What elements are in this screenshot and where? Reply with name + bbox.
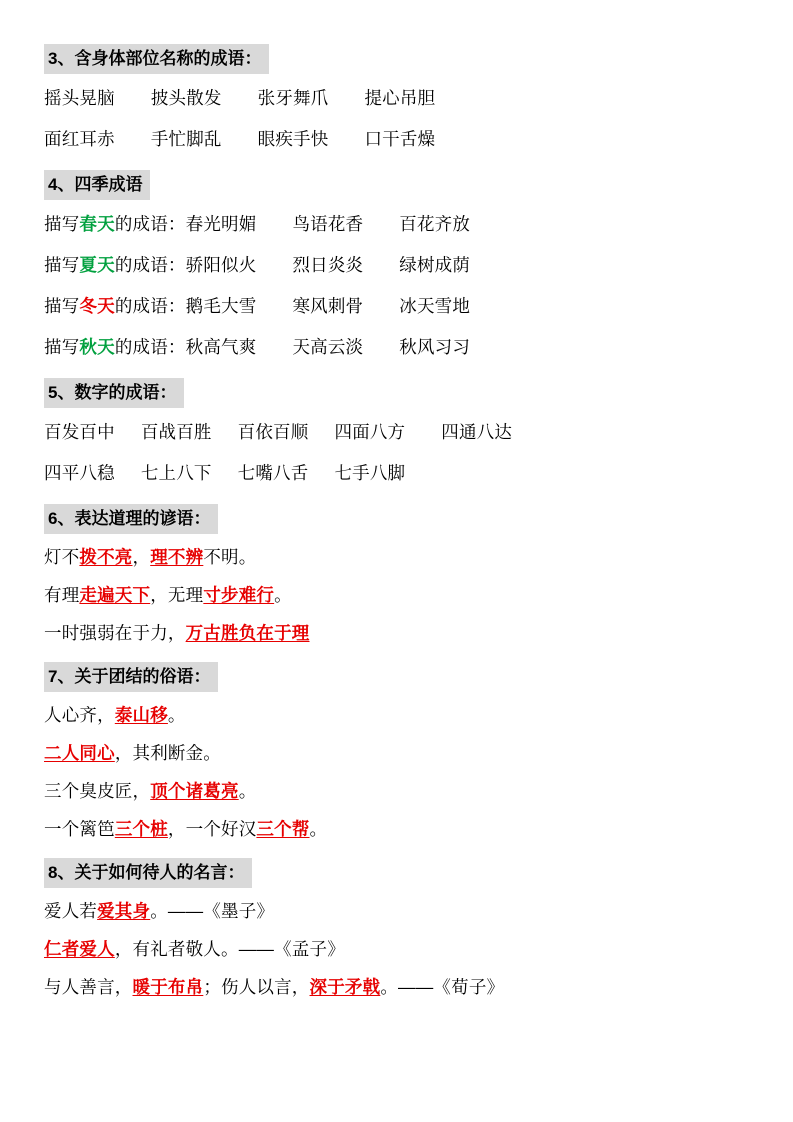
season-name: 冬天 bbox=[79, 296, 115, 316]
idiom-item: 提心吊胆 bbox=[364, 88, 436, 108]
text-run: 。——《墨子》 bbox=[150, 901, 275, 921]
season-prefix: 描写 bbox=[44, 296, 80, 316]
text-run: 一时强弱在于力， bbox=[44, 623, 186, 643]
section-heading-3: 3、含身体部位名称的成语： bbox=[44, 44, 269, 74]
idiom-item: 七上八下 bbox=[140, 463, 212, 483]
season-name: 夏天 bbox=[79, 255, 115, 275]
emphasis-run: 二人同心 bbox=[44, 743, 115, 763]
season-line bbox=[44, 245, 745, 286]
idiom-line bbox=[44, 78, 745, 119]
season-line bbox=[44, 204, 745, 245]
idiom-item: 鹅毛大雪 bbox=[185, 296, 257, 316]
idiom-item: 手忙脚乱 bbox=[150, 129, 222, 149]
idiom-item: 七手八脚 bbox=[334, 463, 406, 483]
saying-line bbox=[44, 772, 745, 810]
section-heading-wrap-8 bbox=[44, 858, 745, 890]
idiom-item: 百花齐放 bbox=[399, 214, 471, 234]
text-run: 。 bbox=[238, 781, 257, 801]
text-run: 有理 bbox=[44, 585, 80, 605]
emphasis-run: 深于矛戟 bbox=[309, 977, 381, 997]
section-heading-wrap-3 bbox=[44, 44, 745, 76]
idiom-item: 天高云淡 bbox=[292, 337, 364, 357]
proverb-line bbox=[44, 538, 745, 576]
text-run: ， bbox=[132, 547, 151, 567]
season-line bbox=[44, 327, 745, 368]
text-run: 不明。 bbox=[203, 547, 257, 567]
text-run: 。 bbox=[309, 819, 328, 839]
text-run: 三个臭皮匠， bbox=[44, 781, 151, 801]
section-heading-wrap-5 bbox=[44, 378, 745, 410]
text-run: 。 bbox=[274, 585, 292, 605]
season-prefix: 描写 bbox=[44, 214, 80, 234]
emphasis-run: 理不辨 bbox=[150, 547, 204, 567]
idiom-line bbox=[44, 119, 745, 160]
idiom-item: 面红耳赤 bbox=[44, 129, 115, 149]
idiom-item: 四面八方 bbox=[334, 422, 406, 442]
idiom-line bbox=[44, 412, 745, 453]
idiom-item: 秋风习习 bbox=[399, 337, 471, 357]
idiom-item: 绿树成荫 bbox=[399, 255, 471, 275]
idiom-item: 披头散发 bbox=[150, 88, 222, 108]
emphasis-run: 爱其身 bbox=[97, 901, 151, 921]
text-run: 一个篱笆 bbox=[44, 819, 115, 839]
idiom-item: 百发百中 bbox=[44, 422, 115, 442]
idiom-item: 眼疾手快 bbox=[257, 129, 329, 149]
season-name: 春天 bbox=[79, 214, 115, 234]
section-heading-5: 5、数字的成语： bbox=[44, 378, 184, 408]
text-run: 。——《荀子》 bbox=[380, 977, 505, 997]
section-heading-8: 8、关于如何待人的名言： bbox=[44, 858, 252, 888]
idiom-item: 四通八达 bbox=[441, 422, 513, 442]
season-line bbox=[44, 286, 745, 327]
section-heading-wrap-4 bbox=[44, 170, 745, 202]
season-prefix: 描写 bbox=[44, 337, 80, 357]
season-name: 秋天 bbox=[79, 337, 115, 357]
emphasis-run: 三个帮 bbox=[256, 819, 310, 839]
idiom-item: 百战百胜 bbox=[140, 422, 212, 442]
emphasis-run: 寸步难行 bbox=[203, 585, 275, 605]
section-heading-wrap-7 bbox=[44, 662, 745, 694]
idiom-item: 四平八稳 bbox=[44, 463, 115, 483]
text-run: 与人善言， bbox=[44, 977, 133, 997]
season-mid: 的成语： bbox=[114, 296, 186, 316]
idiom-item: 口干舌燥 bbox=[364, 129, 436, 149]
section-heading-wrap-6 bbox=[44, 504, 745, 536]
proverb-line bbox=[44, 614, 745, 652]
idiom-item: 寒风刺骨 bbox=[292, 296, 364, 316]
season-prefix: 描写 bbox=[44, 255, 80, 275]
idiom-item: 鸟语花香 bbox=[292, 214, 364, 234]
quote-line bbox=[44, 930, 745, 968]
idiom-item: 秋高气爽 bbox=[185, 337, 257, 357]
quote-line bbox=[44, 892, 745, 930]
emphasis-run: 拨不亮 bbox=[79, 547, 133, 567]
section-heading-6: 6、表达道理的谚语： bbox=[44, 504, 218, 534]
text-run: ，其利断金。 bbox=[114, 743, 222, 763]
idiom-item: 七嘴八舌 bbox=[237, 463, 309, 483]
idiom-item: 摇头晃脑 bbox=[44, 88, 115, 108]
section-heading-7: 7、关于团结的俗语： bbox=[44, 662, 218, 692]
section-heading-4: 4、四季成语 bbox=[44, 170, 150, 200]
text-run: ，一个好汉 bbox=[167, 819, 257, 839]
idiom-item: 张牙舞爪 bbox=[257, 88, 329, 108]
emphasis-run: 三个桩 bbox=[114, 819, 168, 839]
emphasis-run: 暖于布帛 bbox=[132, 977, 204, 997]
saying-line bbox=[44, 696, 745, 734]
season-mid: 的成语： bbox=[114, 255, 186, 275]
season-mid: 的成语： bbox=[114, 337, 186, 357]
idiom-item: 百依百顺 bbox=[237, 422, 309, 442]
text-run: ，有礼者敬人。——《孟子》 bbox=[114, 939, 345, 959]
idiom-item: 冰天雪地 bbox=[399, 296, 471, 316]
text-run: ，无理 bbox=[150, 585, 204, 605]
text-run: 。 bbox=[167, 705, 186, 725]
saying-line bbox=[44, 734, 745, 772]
emphasis-run: 顶个诸葛亮 bbox=[150, 781, 239, 801]
emphasis-run: 万古胜负在于理 bbox=[185, 623, 310, 643]
emphasis-run: 走遍天下 bbox=[79, 585, 151, 605]
text-run: 爱人若 bbox=[44, 901, 98, 921]
idiom-line bbox=[44, 453, 745, 494]
idiom-item: 春光明媚 bbox=[185, 214, 257, 234]
emphasis-run: 仁者爱人 bbox=[44, 939, 115, 959]
text-run: ；伤人以言， bbox=[203, 977, 310, 997]
proverb-line bbox=[44, 576, 745, 614]
text-run: 灯不 bbox=[44, 547, 80, 567]
quote-line bbox=[44, 968, 745, 1006]
season-mid: 的成语： bbox=[114, 214, 186, 234]
idiom-item: 骄阳似火 bbox=[185, 255, 257, 275]
text-run: 人心齐， bbox=[44, 705, 115, 725]
idiom-item: 烈日炎炎 bbox=[292, 255, 364, 275]
emphasis-run: 泰山移 bbox=[114, 705, 168, 725]
saying-line bbox=[44, 810, 745, 848]
